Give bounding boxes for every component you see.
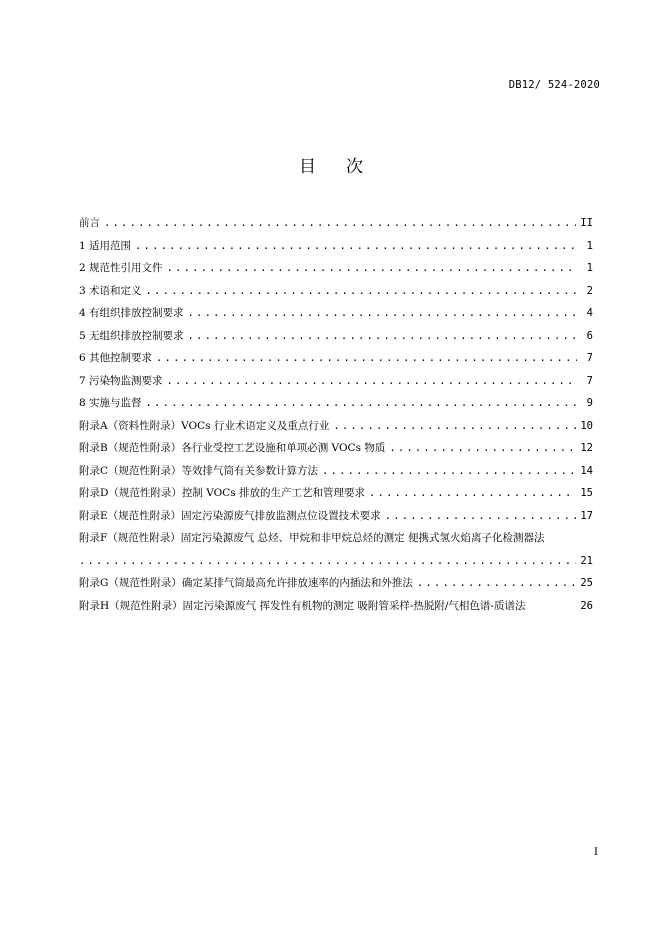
toc-entry-page: II <box>580 217 593 229</box>
toc-leader <box>369 482 576 505</box>
toc-entry-appendix-g[interactable] <box>79 572 593 595</box>
toc-leader <box>389 437 576 460</box>
toc-entry-label: 附录H（规范性附录）固定污染源废气 挥发性有机物的测定 吸附管采样-热脱附/气相色谱-质谱法 <box>79 599 526 612</box>
toc-entry-appendix-f-continued[interactable] <box>79 550 593 573</box>
table-of-contents <box>79 212 593 617</box>
toc-entry-foreword[interactable] <box>79 212 593 235</box>
toc-entry-label: 附录B（规范性附录）各行业受控工艺设施和单项必测 VOCs 物质 <box>79 442 386 454</box>
toc-entry-label: 7 污染物监测要求 <box>79 374 163 387</box>
toc-entry-page: 1 <box>586 239 593 252</box>
toc-leader <box>135 235 577 258</box>
toc-entry-page: 7 <box>586 374 593 387</box>
toc-entry-label: 4 有组织排放控制要求 <box>79 307 184 319</box>
toc-entry-appendix-h[interactable] <box>79 595 593 618</box>
toc-entry-appendix-a[interactable] <box>79 415 593 438</box>
toc-entry-appendix-f[interactable] <box>79 527 593 550</box>
toc-leader <box>167 370 577 393</box>
toc-leader <box>146 392 577 415</box>
toc-entry-page: 14 <box>580 464 593 477</box>
toc-entry-other-control[interactable] <box>79 347 593 370</box>
toc-leader <box>104 212 576 235</box>
toc-entry-page: 1 <box>586 262 593 274</box>
toc-leader <box>333 415 576 438</box>
toc-entry-appendix-e[interactable] <box>79 505 593 528</box>
toc-entry-label: 前言 <box>79 217 100 229</box>
toc-entry-label: 附录G（规范性附录）确定某排气筒最高允许排放速率的内插法和外推法 <box>79 577 413 589</box>
toc-entry-label: 附录D（规范性附录）控制 VOCs 排放的生产工艺和管理要求 <box>79 487 366 499</box>
toc-entry-label: 6 其他控制要求 <box>79 352 153 364</box>
toc-entry-page: 12 <box>580 442 593 454</box>
toc-leader <box>79 550 576 573</box>
toc-leader <box>156 347 577 370</box>
toc-entry-page: 25 <box>580 577 593 589</box>
toc-leader <box>188 302 577 325</box>
toc-entry-appendix-d[interactable] <box>79 482 593 505</box>
toc-entry-label: 3 术语和定义 <box>79 284 142 297</box>
toc-entry-label: 2 规范性引用文件 <box>79 262 163 274</box>
toc-entry-unorganized-emission[interactable] <box>79 325 593 348</box>
toc-entry-appendix-b[interactable] <box>79 437 593 460</box>
toc-entry-label: 附录E（规范性附录）固定污染源废气排放监测点位设置技术要求 <box>79 509 381 522</box>
toc-entry-page: 10 <box>580 419 593 432</box>
toc-entry-page: 21 <box>580 554 593 567</box>
toc-leader <box>385 505 577 528</box>
toc-leader <box>188 325 577 348</box>
toc-leader <box>322 460 576 483</box>
toc-entry-monitoring[interactable] <box>79 370 593 393</box>
toc-entry-implementation[interactable] <box>79 392 593 415</box>
toc-entry-page: 2 <box>586 284 593 297</box>
toc-entry-label: 1 适用范围 <box>79 239 132 252</box>
toc-leader <box>167 257 577 280</box>
toc-entry-page: 17 <box>580 509 593 522</box>
toc-entry-scope[interactable] <box>79 235 593 258</box>
toc-entry-label: 8 实施与监督 <box>79 397 142 409</box>
toc-entry-normative-references[interactable] <box>79 257 593 280</box>
toc-entry-appendix-c[interactable] <box>79 460 593 483</box>
toc-entry-page: 9 <box>586 397 593 409</box>
toc-entry-page: 15 <box>580 487 593 499</box>
document-code: DB12/ 524-2020 <box>508 79 600 91</box>
toc-entry-label: 附录A（资料性附录）VOCs 行业术语定义及重点行业 <box>79 419 330 432</box>
toc-entry-label: 5 无组织排放控制要求 <box>79 329 184 342</box>
toc-entry-organized-emission[interactable] <box>79 302 593 325</box>
toc-entry-page: 7 <box>586 352 593 364</box>
toc-entry-page: 6 <box>586 329 593 342</box>
page-title: 目次 <box>299 157 393 177</box>
toc-entry-page: 26 <box>580 599 593 612</box>
toc-entry-label: 附录F（规范性附录）固定污染源废气 总烃、甲烷和非甲烷总烃的测定 便携式氢火焰离子化检测器法 <box>79 532 545 544</box>
toc-leader <box>146 280 577 303</box>
toc-entry-terms-definitions[interactable] <box>79 280 593 303</box>
toc-entry-label: 附录C（规范性附录）等效排气筒有关参数计算方法 <box>79 464 319 477</box>
page-number: I <box>593 846 598 858</box>
toc-leader <box>417 572 576 595</box>
toc-entry-page: 4 <box>586 307 593 319</box>
